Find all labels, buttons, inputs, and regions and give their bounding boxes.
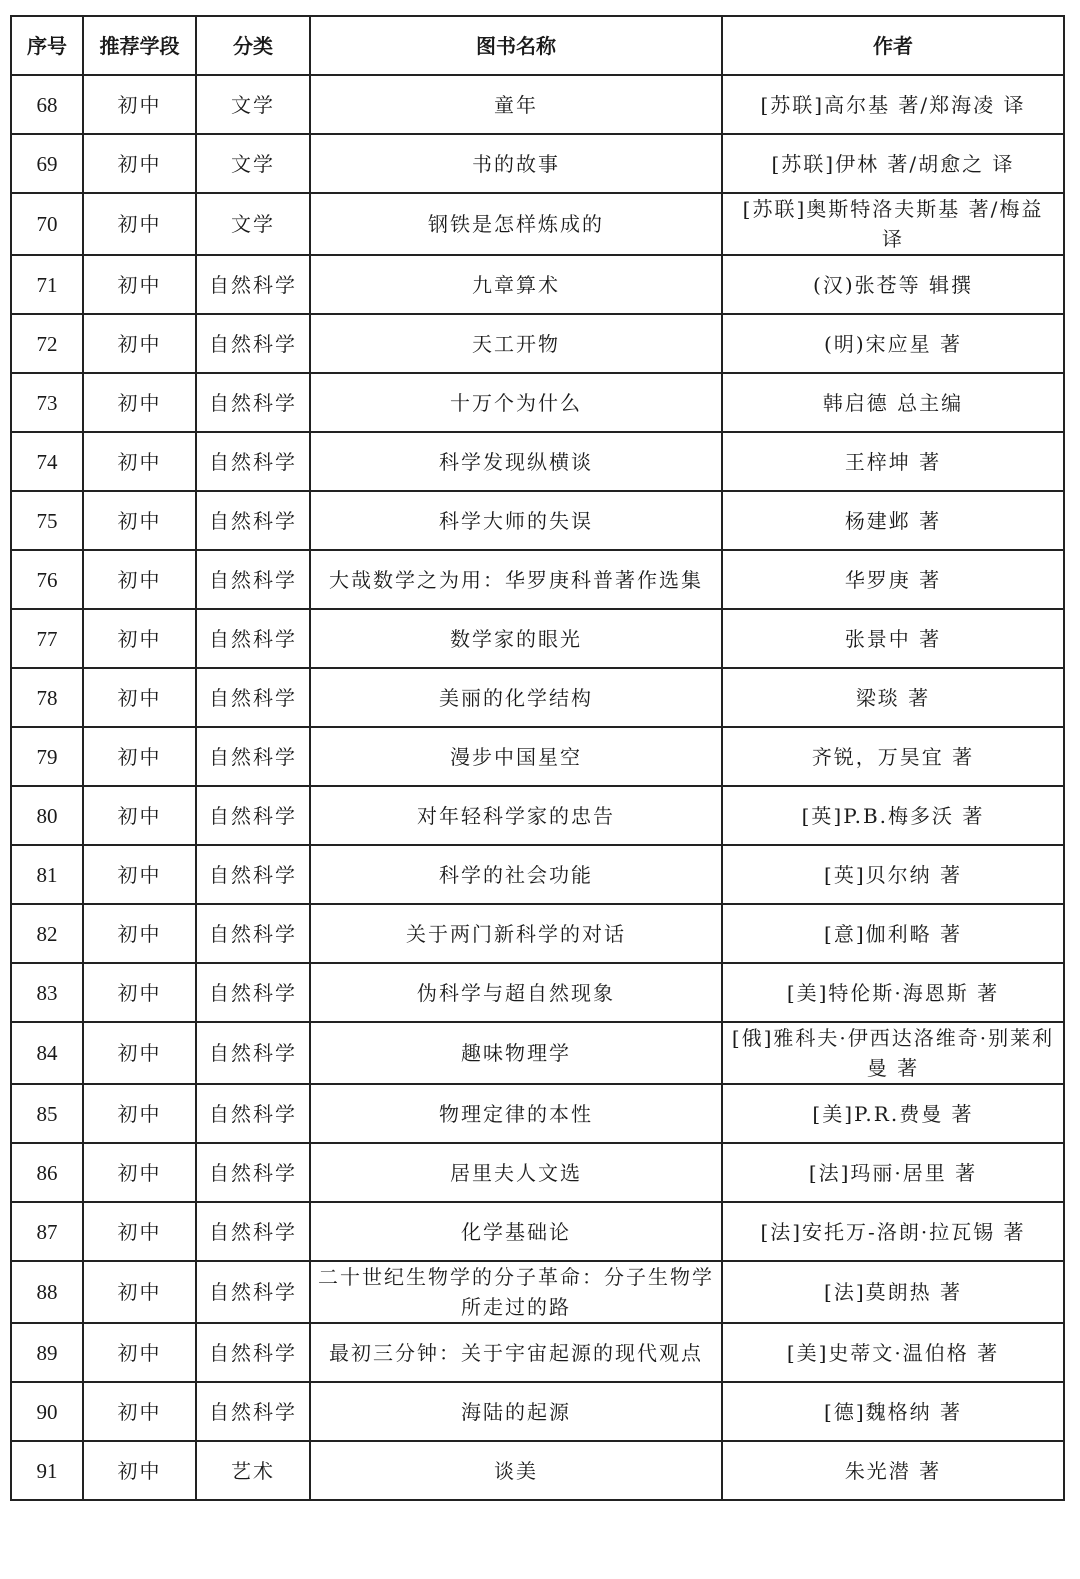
row-category: 自然科学 — [196, 373, 310, 432]
table-row — [11, 1084, 1064, 1143]
row-author: [俄]雅科夫·伊西达洛维奇·别莱利曼 著 — [722, 1022, 1064, 1084]
row-title: 九章算术 — [310, 255, 722, 314]
row-number: 91 — [11, 1441, 83, 1500]
row-category: 文学 — [196, 134, 310, 193]
row-number: 75 — [11, 491, 83, 550]
row-number: 81 — [11, 845, 83, 904]
table-header-row — [11, 16, 1064, 75]
table-row — [11, 373, 1064, 432]
table-row — [11, 845, 1064, 904]
row-category: 自然科学 — [196, 1084, 310, 1143]
table-row — [11, 134, 1064, 193]
row-title: 居里夫人文选 — [310, 1143, 722, 1202]
table-row — [11, 1382, 1064, 1441]
row-author: [英]贝尔纳 著 — [722, 845, 1064, 904]
header-category: 分类 — [196, 16, 310, 75]
row-title: 大哉数学之为用：华罗庚科普著作选集 — [310, 550, 722, 609]
row-author: 朱光潜 著 — [722, 1441, 1064, 1500]
row-number: 71 — [11, 255, 83, 314]
row-author: [法]玛丽·居里 著 — [722, 1143, 1064, 1202]
row-number: 80 — [11, 786, 83, 845]
row-title: 海陆的起源 — [310, 1382, 722, 1441]
row-title: 漫步中国星空 — [310, 727, 722, 786]
row-number: 69 — [11, 134, 83, 193]
row-number: 72 — [11, 314, 83, 373]
row-stage: 初中 — [83, 550, 196, 609]
row-number: 87 — [11, 1202, 83, 1261]
row-stage: 初中 — [83, 1084, 196, 1143]
row-stage: 初中 — [83, 845, 196, 904]
row-author: (汉)张苍等 辑撰 — [722, 255, 1064, 314]
row-number: 79 — [11, 727, 83, 786]
row-title: 化学基础论 — [310, 1202, 722, 1261]
row-number: 70 — [11, 193, 83, 255]
row-category: 自然科学 — [196, 314, 310, 373]
row-title: 趣味物理学 — [310, 1022, 722, 1084]
row-author: [苏联]高尔基 著/郑海凌 译 — [722, 75, 1064, 134]
row-stage: 初中 — [83, 134, 196, 193]
row-category: 自然科学 — [196, 432, 310, 491]
table-row — [11, 432, 1064, 491]
row-title: 最初三分钟：关于宇宙起源的现代观点 — [310, 1323, 722, 1382]
row-author: [英]P.B.梅多沃 著 — [722, 786, 1064, 845]
header-stage: 推荐学段 — [83, 16, 196, 75]
row-author: [法]莫朗热 著 — [722, 1261, 1064, 1323]
row-title: 二十世纪生物学的分子革命：分子生物学所走过的路 — [310, 1261, 722, 1323]
table-row — [11, 550, 1064, 609]
row-stage: 初中 — [83, 373, 196, 432]
row-stage: 初中 — [83, 1323, 196, 1382]
row-stage: 初中 — [83, 1261, 196, 1323]
table-row — [11, 904, 1064, 963]
row-title: 对年轻科学家的忠告 — [310, 786, 722, 845]
header-number: 序号 — [11, 16, 83, 75]
row-category: 自然科学 — [196, 491, 310, 550]
row-number: 90 — [11, 1382, 83, 1441]
row-number: 77 — [11, 609, 83, 668]
row-category: 自然科学 — [196, 1261, 310, 1323]
row-author: [苏联]伊林 著/胡愈之 译 — [722, 134, 1064, 193]
row-number: 83 — [11, 963, 83, 1022]
row-stage: 初中 — [83, 609, 196, 668]
row-author: (明)宋应星 著 — [722, 314, 1064, 373]
row-category: 自然科学 — [196, 609, 310, 668]
row-stage: 初中 — [83, 75, 196, 134]
table-row — [11, 193, 1064, 255]
row-category: 文学 — [196, 75, 310, 134]
row-title: 美丽的化学结构 — [310, 668, 722, 727]
row-stage: 初中 — [83, 1022, 196, 1084]
row-number: 85 — [11, 1084, 83, 1143]
row-number: 78 — [11, 668, 83, 727]
row-title: 书的故事 — [310, 134, 722, 193]
row-author: [德]魏格纳 著 — [722, 1382, 1064, 1441]
row-title: 天工开物 — [310, 314, 722, 373]
row-category: 自然科学 — [196, 845, 310, 904]
row-number: 74 — [11, 432, 83, 491]
table-row — [11, 727, 1064, 786]
row-author: [美]特伦斯·海恩斯 著 — [722, 963, 1064, 1022]
row-stage: 初中 — [83, 1143, 196, 1202]
table-row — [11, 786, 1064, 845]
table-row — [11, 963, 1064, 1022]
row-category: 自然科学 — [196, 1022, 310, 1084]
row-category: 自然科学 — [196, 255, 310, 314]
book-list-table — [10, 15, 1065, 1501]
row-stage: 初中 — [83, 904, 196, 963]
table-row — [11, 1022, 1064, 1084]
row-author: [苏联]奥斯特洛夫斯基 著/梅益 译 — [722, 193, 1064, 255]
table-row — [11, 314, 1064, 373]
row-author: 华罗庚 著 — [722, 550, 1064, 609]
table-row — [11, 255, 1064, 314]
row-title: 钢铁是怎样炼成的 — [310, 193, 722, 255]
row-author: 齐锐，万昊宜 著 — [722, 727, 1064, 786]
row-number: 82 — [11, 904, 83, 963]
row-stage: 初中 — [83, 1441, 196, 1500]
row-category: 自然科学 — [196, 1143, 310, 1202]
row-category: 自然科学 — [196, 786, 310, 845]
row-category: 自然科学 — [196, 1202, 310, 1261]
row-author: 王梓坤 著 — [722, 432, 1064, 491]
row-stage: 初中 — [83, 491, 196, 550]
row-author: 杨建邺 著 — [722, 491, 1064, 550]
row-category: 艺术 — [196, 1441, 310, 1500]
row-title: 谈美 — [310, 1441, 722, 1500]
row-stage: 初中 — [83, 255, 196, 314]
row-author: [美]史蒂文·温伯格 著 — [722, 1323, 1064, 1382]
row-number: 76 — [11, 550, 83, 609]
table-row — [11, 1323, 1064, 1382]
table-row — [11, 1202, 1064, 1261]
row-title: 数学家的眼光 — [310, 609, 722, 668]
row-category: 自然科学 — [196, 668, 310, 727]
table-row — [11, 668, 1064, 727]
row-category: 自然科学 — [196, 550, 310, 609]
row-author: 张景中 著 — [722, 609, 1064, 668]
row-category: 自然科学 — [196, 963, 310, 1022]
row-stage: 初中 — [83, 963, 196, 1022]
row-stage: 初中 — [83, 314, 196, 373]
row-stage: 初中 — [83, 786, 196, 845]
table-row — [11, 1143, 1064, 1202]
table-row — [11, 491, 1064, 550]
row-title: 十万个为什么 — [310, 373, 722, 432]
row-number: 88 — [11, 1261, 83, 1323]
row-author: [意]伽利略 著 — [722, 904, 1064, 963]
row-stage: 初中 — [83, 1202, 196, 1261]
row-title: 科学大师的失误 — [310, 491, 722, 550]
row-title: 科学发现纵横谈 — [310, 432, 722, 491]
table-row — [11, 75, 1064, 134]
table-row — [11, 1441, 1064, 1500]
row-stage: 初中 — [83, 1382, 196, 1441]
row-category: 自然科学 — [196, 1323, 310, 1382]
row-title: 物理定律的本性 — [310, 1084, 722, 1143]
row-category: 自然科学 — [196, 904, 310, 963]
row-stage: 初中 — [83, 727, 196, 786]
row-title: 科学的社会功能 — [310, 845, 722, 904]
row-title: 关于两门新科学的对话 — [310, 904, 722, 963]
row-author: 韩启德 总主编 — [722, 373, 1064, 432]
row-stage: 初中 — [83, 668, 196, 727]
table-row — [11, 609, 1064, 668]
row-author: [美]P.R.费曼 著 — [722, 1084, 1064, 1143]
table-row — [11, 1261, 1064, 1323]
header-author: 作者 — [722, 16, 1064, 75]
header-title: 图书名称 — [310, 16, 722, 75]
row-category: 自然科学 — [196, 727, 310, 786]
row-author: 梁琰 著 — [722, 668, 1064, 727]
row-category: 文学 — [196, 193, 310, 255]
row-number: 86 — [11, 1143, 83, 1202]
row-number: 73 — [11, 373, 83, 432]
row-category: 自然科学 — [196, 1382, 310, 1441]
row-title: 伪科学与超自然现象 — [310, 963, 722, 1022]
row-number: 89 — [11, 1323, 83, 1382]
row-author: [法]安托万-洛朗·拉瓦锡 著 — [722, 1202, 1064, 1261]
row-stage: 初中 — [83, 193, 196, 255]
row-number: 84 — [11, 1022, 83, 1084]
row-title: 童年 — [310, 75, 722, 134]
row-stage: 初中 — [83, 432, 196, 491]
row-number: 68 — [11, 75, 83, 134]
